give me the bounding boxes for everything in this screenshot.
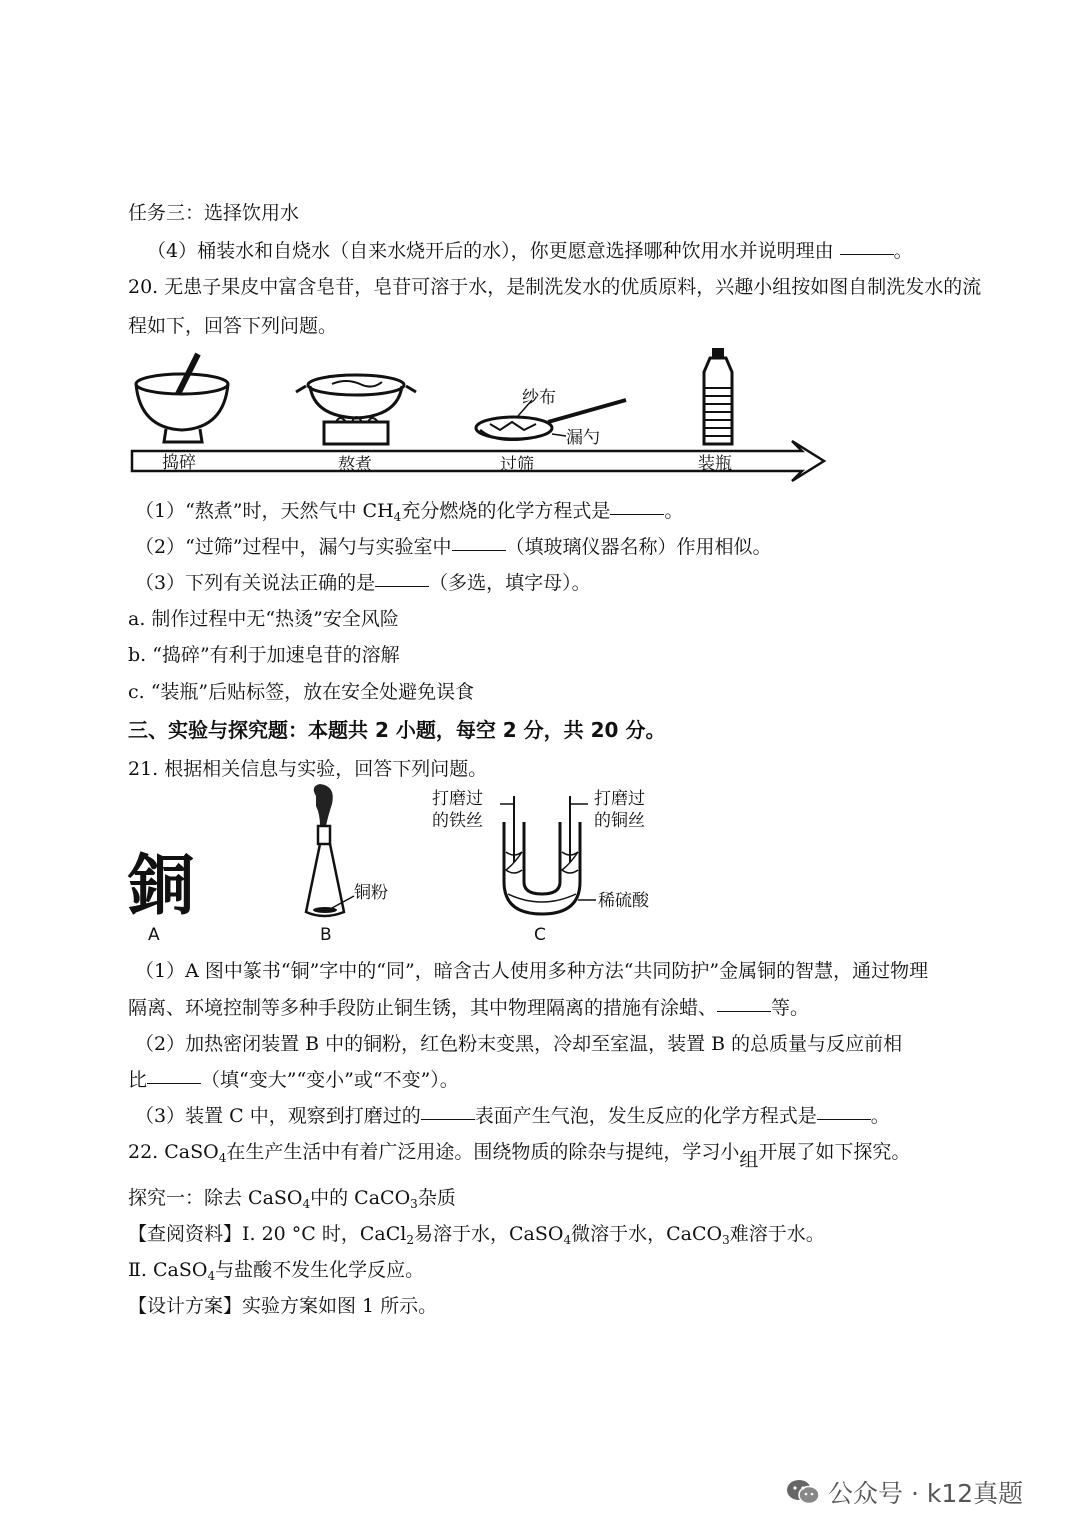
section-heading: 三、实验与探究题：本题共 2 小题，每空 2 分，共 20 分。	[128, 718, 666, 742]
q20-question-1: （1）“熬煮”时，天然气中 $CH_4$充分燃烧的化学方程式是 。	[135, 500, 684, 524]
mortar-icon	[136, 354, 228, 442]
q22-intro: 22. CaSO$_4$在生产生活中有着广泛用途。围绕物质的除杂与提纯，学习小组开展了如下探究。	[128, 1141, 911, 1171]
flask-with-balloon-icon	[306, 784, 388, 916]
answer-blank	[840, 253, 894, 255]
q22-design-plan: 【设计方案】实验方案如图 1 所示。	[128, 1295, 438, 1317]
q21-intro: 21. 根据相关信息与实验，回答下列问题。	[128, 758, 488, 780]
answer-blank	[147, 1082, 201, 1084]
task3-question-4: （4）桶装水和自烧水（自来水烧开后的水），你更愿意选择哪种饮用水并说明理由 。	[147, 240, 913, 262]
step-label-4: 装瓶	[698, 454, 732, 474]
figure-label-C: C	[534, 925, 546, 945]
figure-label-A: A	[148, 925, 160, 945]
watermark-text: 公众号 · k12真题	[828, 1479, 1024, 1508]
wechat-icon	[786, 1478, 820, 1506]
q22-explore-1: 探究一：除去 CaSO$_4$中的 CaCO$_3$杂质	[128, 1187, 456, 1211]
q22-reference-info-1: 【查阅资料】Ⅰ. 20 °C 时，CaCl$_2$易溶于水，CaSO$_4$微溶于水，CaCO$_3$难溶于水。	[128, 1223, 825, 1247]
answer-blank	[452, 549, 506, 551]
strainer-ladle-icon	[476, 388, 626, 448]
q21-question-2-line1: （2）加热密闭装置 B 中的铜粉，红色粉末变黑，冷却至室温，装置 B 的总质量与反应前相	[135, 1033, 903, 1055]
label-dilute-sulfuric-acid: 稀硫酸	[598, 891, 649, 911]
label-gauze: 纱布	[522, 388, 556, 408]
q21-question-1-line1: （1）A 图中篆书“铜”字中的“同”，暗含古人使用多种方法“共同防护”金属铜的智慧，通过物理	[135, 960, 929, 982]
label-iron-wire-line1: 打磨过	[432, 789, 483, 809]
q21-question-3: （3）装置 C 中，观察到打磨过的 表面产生气泡，发生反应的化学方程式是 。	[135, 1105, 890, 1127]
step-label-2: 熬煮	[338, 455, 372, 475]
step-label-3: 过筛	[500, 455, 534, 475]
label-copper-powder: 铜粉	[354, 883, 388, 903]
label-copper-wire-line1: 打磨过	[594, 789, 645, 809]
q20-question-3: （3）下列有关说法正确的是 （多选，填字母）。	[135, 572, 591, 594]
q20-intro-line1: 20. 无患子果皮中富含皂苷，皂苷可溶于水，是制洗发水的优质原料，兴趣小组按如图自制洗发水的流	[128, 276, 982, 298]
q20-option-c: c. “装瓶”后贴标签，放在安全处避免误食	[128, 681, 475, 703]
seal-character-icon: 銅	[128, 846, 194, 924]
u-tube-icon	[432, 789, 650, 914]
q20-option-a: a. 制作过程中无“热烫”安全风险	[128, 608, 399, 630]
q21-figure	[120, 782, 680, 947]
watermark	[786, 1474, 1023, 1510]
answer-blank	[610, 513, 664, 515]
q21-question-1-line2: 隔离、环境控制等多种手段防止铜生锈，其中物理隔离的措施有涂蜡、 等。	[128, 997, 810, 1019]
q22-reference-info-2: Ⅱ. CaSO$_4$与盐酸不发生化学反应。	[128, 1259, 425, 1283]
pot-on-stove-icon	[296, 375, 416, 444]
bottle-icon	[704, 348, 732, 444]
q20-option-b: b. “捣碎”有利于加速皂苷的溶解	[128, 644, 400, 666]
answer-blank	[375, 585, 429, 587]
answer-blank	[717, 1010, 771, 1012]
label-ladle: 漏勺	[566, 428, 600, 448]
label-copper-wire-line2: 的铜丝	[594, 811, 645, 831]
task3-title: 任务三：选择饮用水	[128, 202, 300, 224]
answer-blank	[817, 1118, 871, 1120]
q20-intro-line2: 程如下，回答下列问题。	[128, 315, 338, 337]
q20-question-2: （2）“过筛”过程中，漏勺与实验室中 （填玻璃仪器名称）作用相似。	[135, 536, 772, 558]
label-iron-wire-line2: 的铁丝	[432, 811, 483, 831]
figure-label-B: B	[320, 925, 332, 945]
step-label-1: 捣碎	[162, 453, 196, 473]
answer-blank	[421, 1118, 475, 1120]
q21-question-2-line2: 比 （填“变大”“变小”或“不变”）。	[128, 1069, 459, 1091]
shampoo-process-figure	[120, 340, 840, 490]
